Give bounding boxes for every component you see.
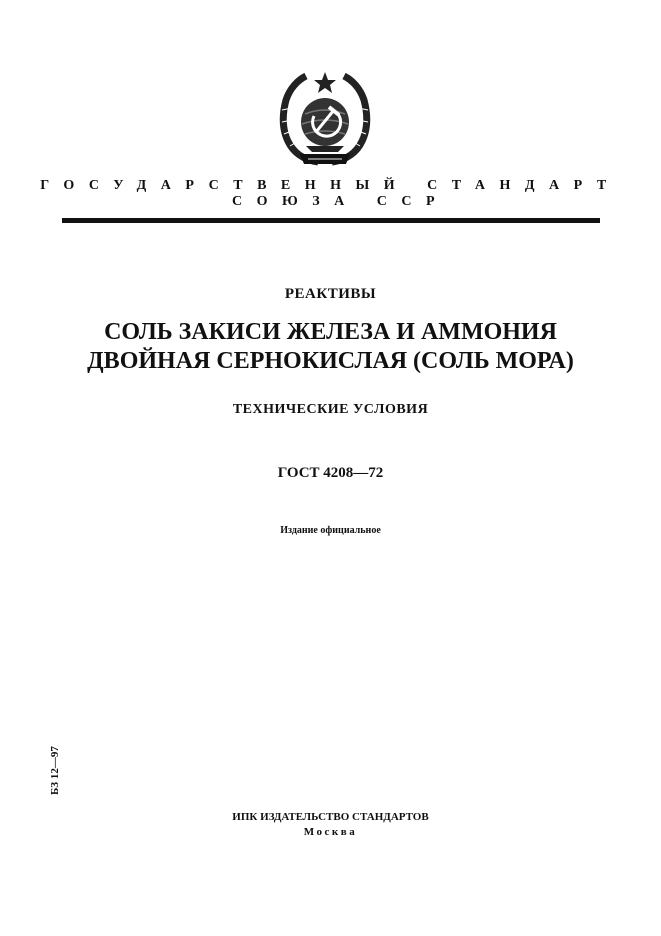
publisher: ИПК ИЗДАТЕЛЬСТВО СТАНДАРТОВ	[232, 811, 429, 823]
side-note: БЗ 12—97	[49, 746, 61, 795]
standard-number: ГОСТ 4208—72	[277, 465, 384, 481]
document-category: РЕАКТИВЫ	[284, 286, 377, 302]
header-line-1: ГОСУДАРСТВЕННЫЙ СТАНДАРТ	[40, 178, 621, 193]
header-divider	[62, 218, 600, 223]
document-title	[0, 318, 661, 376]
document-title-line-2: ДВОЙНАЯ СЕРНОКИСЛАЯ (СОЛЬ МОРА)	[87, 348, 574, 374]
edition-note: Издание официальное	[280, 525, 381, 536]
document-subtitle: ТЕХНИЧЕСКИЕ УСЛОВИЯ	[232, 402, 429, 417]
document-title-line-1: СОЛЬ ЗАКИСИ ЖЕЛЕЗА И АММОНИЯ	[104, 319, 557, 345]
header-line-2: СОЮЗА ССР	[231, 194, 450, 209]
ussr-state-emblem-icon	[270, 70, 380, 170]
publisher-city: Москва	[303, 826, 358, 838]
